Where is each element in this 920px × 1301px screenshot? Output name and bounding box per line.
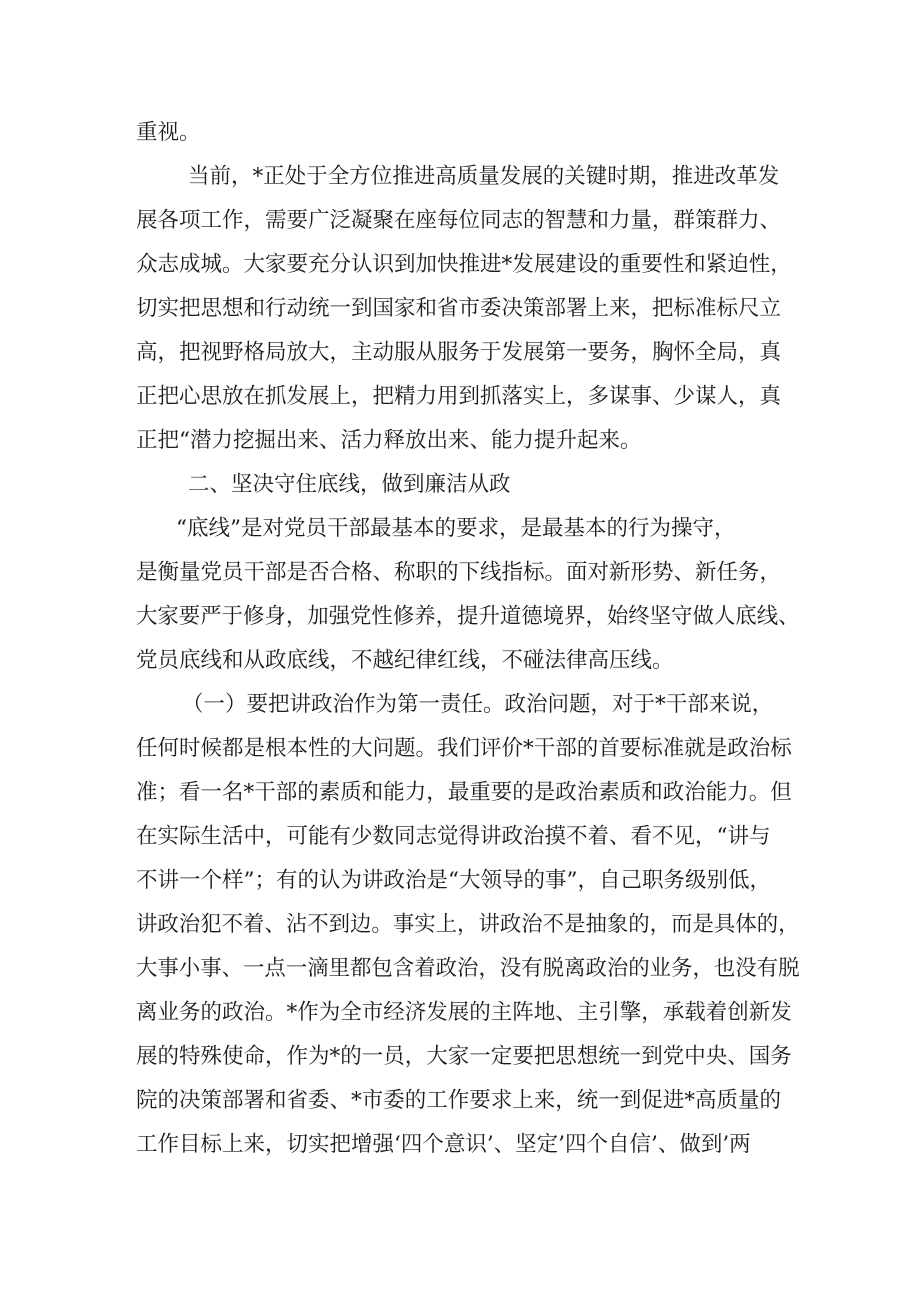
paragraph-line: 不讲一个样”；有的认为讲政治是“大领导的事”，自己职务级别低， [136, 868, 771, 893]
paragraph-line: 当前，*正处于全方位推进高质量发展的关键时期，推进改革发 [188, 164, 780, 189]
paragraph-line: 离业务的政治。*作为全市经济发展的主阵地、主引擎，承载着创新发 [136, 1000, 792, 1025]
paragraph-line: “底线”是对党员干部最基本的要求，是最基本的行为操守， [176, 516, 736, 541]
paragraph-line: （一）要把讲政治作为第一责任。政治问题，对于*干部来说， [182, 692, 774, 717]
paragraph-line: 工作目标上来，切实把增强‘四个意识’、坚定’四个自信’、做到’两 [136, 1132, 751, 1157]
paragraph-line: 切实把思想和行动统一到国家和省市委决策部署上来，把标准标尺立 [136, 296, 782, 321]
paragraph-line: 正把“潜力挖掘出来、活力释放出来、能力提升起来。 [136, 428, 642, 453]
paragraph-line: 准；看一名*干部的素质和能力，最重要的是政治素质和政治能力。但 [136, 780, 792, 805]
paragraph-line: 众志成城。大家要充分认识到加快推进*发展建设的重要性和紧迫性， [136, 252, 792, 277]
paragraph-line: 展的特殊使命，作为*的一员，大家一定要把思想统一到党中央、国务 [136, 1044, 792, 1069]
paragraph-line: 任何时候都是根本性的大问题。我们评价*干部的首要标准就是政治标 [136, 736, 792, 761]
paragraph-line: 党员底线和从政底线，不越纪律红线，不碰法律高压线。 [136, 648, 674, 673]
paragraph-line: 展各项工作，需要广泛凝聚在座每位同志的智慧和力量，群策群力、 [136, 208, 782, 233]
paragraph-line: 院的决策部署和省委、*市委的工作要求上来，统一到促进*高质量的 [136, 1088, 782, 1113]
section-heading: 二、坚决守住底线，做到廉洁从政 [188, 472, 511, 497]
paragraph-line: 大家要严于修身，加强党性修养，提升道德境界，始终坚守做人底线、 [136, 604, 800, 629]
paragraph-line: 重视。 [136, 120, 201, 145]
paragraph-line: 高，把视野格局放大，主动服从服务于发展第一要务，胸怀全局，真 [136, 340, 782, 365]
paragraph-line: 在实际生活中，可能有少数同志觉得讲政治摸不着、看不见，“讲与 [136, 824, 771, 849]
paragraph-line: 讲政治犯不着、沾不到边。事实上，讲政治不是抽象的，而是具体的， [136, 912, 800, 937]
paragraph-line: 大事小事、一点一滴里都包含着政治，没有脱离政治的业务，也没有脱 [136, 956, 800, 981]
paragraph-line: 是衡量党员干部是否合格、称职的下线指标。面对新形势、新任务， [136, 560, 782, 585]
paragraph-line: 正把心思放在抓发展上，把精力用到抓落实上，多谋事、少谋人，真 [136, 384, 782, 409]
